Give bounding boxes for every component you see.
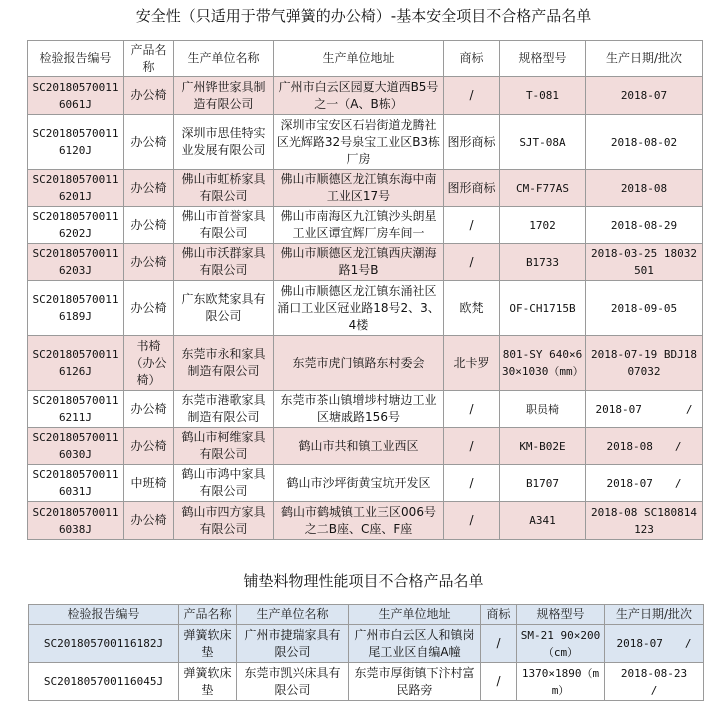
col-header-address: 生产单位地址: [349, 605, 481, 625]
col-header-spec: 规格型号: [500, 41, 586, 77]
cell-spec: 801-SY 640×630×1030（mm）: [500, 336, 586, 391]
table-row: [28, 115, 703, 170]
cell-manufacturer: 广州市捷瑞家具有限公司: [237, 625, 349, 663]
col-header-date-batch: 生产日期/批次: [586, 41, 703, 77]
cell-trademark: /: [444, 465, 500, 502]
cell-address: 广州市白云区人和镇岗尾工业区自编A幢: [349, 625, 481, 663]
cell-spec: 职员椅: [500, 391, 586, 428]
col-header-product-name: 产品名称: [124, 41, 174, 77]
cell-trademark: 北卡罗: [444, 336, 500, 391]
cell-spec: B1707: [500, 465, 586, 502]
table-row: [28, 77, 703, 115]
cell-trademark: /: [481, 625, 517, 663]
col-header-spec: 规格型号: [517, 605, 605, 625]
cell-date-batch: 2018-08-29: [586, 207, 703, 244]
table-row: [29, 663, 704, 701]
cell-address: 鹤山市沙坪街黄宝坑开发区: [274, 465, 444, 502]
cell-address: 佛山市顺德区龙江镇东海中南工业区17号: [274, 170, 444, 207]
table-row: [28, 502, 703, 540]
cell-date-batch: 2018-07 /: [586, 391, 703, 428]
cell-date-batch: 2018-03-25 18032501: [586, 244, 703, 281]
cell-manufacturer: 广州铧世家具制造有限公司: [174, 77, 274, 115]
cell-product-name: 中班椅: [124, 465, 174, 502]
cell-address: 佛山市顺德区龙江镇东涌社区涌口工业区冠业路18号2、3、4楼: [274, 281, 444, 336]
cell-trademark: /: [444, 391, 500, 428]
col-header-report-no: 检验报告编号: [29, 605, 179, 625]
cell-spec: A341: [500, 502, 586, 540]
cell-manufacturer: 佛山市沃群家具有限公司: [174, 244, 274, 281]
cell-trademark: /: [481, 663, 517, 701]
col-header-product-name: 产品名称: [179, 605, 237, 625]
cell-report-no: SC201805700116045J: [29, 663, 179, 701]
cell-trademark: /: [444, 502, 500, 540]
cell-product-name: 弹簧软床垫: [179, 663, 237, 701]
cell-product-name: 办公椅: [124, 244, 174, 281]
cell-trademark: 欧梵: [444, 281, 500, 336]
cell-report-no: SC201805700116038J: [28, 502, 124, 540]
cell-report-no: SC201805700116061J: [28, 77, 124, 115]
table-row: [28, 170, 703, 207]
cell-date-batch: 2018-07-19 BDJ1807032: [586, 336, 703, 391]
table-header-row: [29, 605, 704, 625]
table-row: [28, 244, 703, 281]
cell-product-name: 办公椅: [124, 391, 174, 428]
cell-address: 深圳市宝安区石岩街道龙腾社区光辉路32号泉宝工业区B3栋厂房: [274, 115, 444, 170]
cell-spec: 1702: [500, 207, 586, 244]
cell-spec: SJT-08A: [500, 115, 586, 170]
cell-manufacturer: 鹤山市柯维家具有限公司: [174, 428, 274, 465]
cell-manufacturer: 东莞市永和家具制造有限公司: [174, 336, 274, 391]
cell-report-no: SC201805700116031J: [28, 465, 124, 502]
cell-manufacturer: 广东欧梵家具有限公司: [174, 281, 274, 336]
table-row: [28, 428, 703, 465]
cell-product-name: 书椅（办公椅）: [124, 336, 174, 391]
cell-report-no: SC201805700116030J: [28, 428, 124, 465]
cell-product-name: 办公椅: [124, 170, 174, 207]
cell-date-batch: 2018-07 /: [605, 625, 704, 663]
cell-manufacturer: 佛山市首誉家具有限公司: [174, 207, 274, 244]
cell-report-no: SC201805700116189J: [28, 281, 124, 336]
table-row: [28, 391, 703, 428]
cell-product-name: 办公椅: [124, 428, 174, 465]
cell-report-no: SC201805700116202J: [28, 207, 124, 244]
cell-report-no: SC201805700116120J: [28, 115, 124, 170]
cell-product-name: 弹簧软床垫: [179, 625, 237, 663]
cell-report-no: SC201805700116201J: [28, 170, 124, 207]
cell-spec: 1370×1890（mm）: [517, 663, 605, 701]
cell-report-no: SC201805700116211J: [28, 391, 124, 428]
cell-manufacturer: 深圳市思佳特实业发展有限公司: [174, 115, 274, 170]
cell-trademark: /: [444, 77, 500, 115]
table-row: [28, 281, 703, 336]
cell-date-batch: 2018-08: [586, 170, 703, 207]
cell-date-batch: 2018-08 SC180814123: [586, 502, 703, 540]
cell-date-batch: 2018-09-05: [586, 281, 703, 336]
unqualified-mattress-table: [28, 604, 710, 701]
cell-report-no: SC201805700116203J: [28, 244, 124, 281]
table-row: [28, 207, 703, 244]
cell-manufacturer: 东莞市凯兴床具有限公司: [237, 663, 349, 701]
cell-address: 东莞市厚街镇下汴村富民路旁: [349, 663, 481, 701]
table-row: [28, 465, 703, 502]
cell-date-batch: 2018-08-23 /: [605, 663, 704, 701]
cell-product-name: 办公椅: [124, 281, 174, 336]
cell-address: 东莞市茶山镇增埗村塘边工业区塘戚路156号: [274, 391, 444, 428]
cell-product-name: 办公椅: [124, 207, 174, 244]
table-row: [28, 336, 703, 391]
cell-date-batch: 2018-08-02: [586, 115, 703, 170]
cell-trademark: /: [444, 207, 500, 244]
col-header-date-batch: 生产日期/批次: [605, 605, 704, 625]
col-header-manufacturer: 生产单位名称: [174, 41, 274, 77]
cell-manufacturer: 鹤山市四方家具有限公司: [174, 502, 274, 540]
cell-report-no: SC201805700116182J: [29, 625, 179, 663]
table2-title: 铺垫料物理性能项目不合格产品名单: [243, 572, 484, 590]
cell-spec: OF-CH1715B: [500, 281, 586, 336]
cell-trademark: 图形商标: [444, 170, 500, 207]
table-header-row: [28, 41, 703, 77]
cell-product-name: 办公椅: [124, 115, 174, 170]
col-header-trademark: 商标: [481, 605, 517, 625]
cell-address: 鹤山市共和镇工业西区: [274, 428, 444, 465]
col-header-report-no: 检验报告编号: [28, 41, 124, 77]
col-header-manufacturer: 生产单位名称: [237, 605, 349, 625]
cell-date-batch: 2018-08 /: [586, 428, 703, 465]
col-header-address: 生产单位地址: [274, 41, 444, 77]
cell-spec: B1733: [500, 244, 586, 281]
cell-manufacturer: 鹤山市鸿中家具有限公司: [174, 465, 274, 502]
unqualified-office-chair-table: [27, 40, 703, 540]
cell-trademark: 图形商标: [444, 115, 500, 170]
cell-date-batch: 2018-07: [586, 77, 703, 115]
cell-date-batch: 2018-07 /: [586, 465, 703, 502]
cell-trademark: /: [444, 428, 500, 465]
cell-report-no: SC201805700116126J: [28, 336, 124, 391]
cell-spec: SM-21 90×200（cm）: [517, 625, 605, 663]
cell-address: 广州市白云区园夏大道西B5号之一（A、B栋）: [274, 77, 444, 115]
cell-product-name: 办公椅: [124, 502, 174, 540]
cell-spec: T-081: [500, 77, 586, 115]
cell-product-name: 办公椅: [124, 77, 174, 115]
table1-title: 安全性（只适用于带气弹簧的办公椅）-基本安全项目不合格产品名单: [135, 7, 592, 25]
cell-address: 佛山市顺德区龙江镇西庆潮海路1号B: [274, 244, 444, 281]
cell-address: 佛山市南海区九江镇沙头朗星工业区谭宜辉厂房车间一: [274, 207, 444, 244]
col-header-trademark: 商标: [444, 41, 500, 77]
cell-trademark: /: [444, 244, 500, 281]
table-row: [29, 625, 704, 663]
cell-address: 鹤山市鹤城镇工业三区006号之二B座、C座、F座: [274, 502, 444, 540]
cell-manufacturer: 东莞市港歌家具制造有限公司: [174, 391, 274, 428]
cell-spec: CM-F77AS: [500, 170, 586, 207]
cell-spec: KM-B02E: [500, 428, 586, 465]
cell-manufacturer: 佛山市虹桥家具有限公司: [174, 170, 274, 207]
cell-address: 东莞市虎门镇路东村委会: [274, 336, 444, 391]
